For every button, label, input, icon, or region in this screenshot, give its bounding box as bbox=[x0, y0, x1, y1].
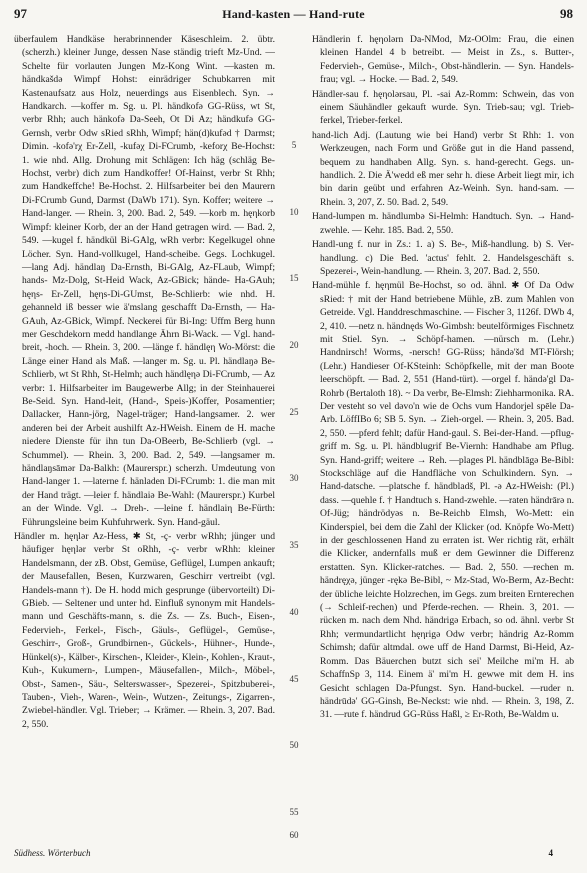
line-number: 50 bbox=[289, 740, 299, 750]
entry-hand-lich: hand-lich Adj. (Lautung wie bei Hand) verbr St Rhh: 1. von Werkzeugen, nach Form und Größe gut in die Hand passend, bequem zu handhaben Allg. Syn. s. hand-gerecht. Gegs. un-handlich. 2. Die Ä'wedd eß mer sehr h. diese Arbeit liegt mir, ich bin darin geübt und erfahren Az-Weinh. Syn. hand-sam. — Rhein. 3, 207, Z. 50. Bad. 2, 549. bbox=[312, 129, 574, 208]
line-number: 30 bbox=[289, 473, 299, 483]
entry-handl-ung: Handl-ung f. nur in Zs.: 1. a) S. Be-, Miß-handlung. b) S. Ver-handlung. c) Die Bed. 'actus' fehlt. 2. Handelsgeschäft s. Spezerei-, Wein-handlung. — Rhein. 3, 207. Bad. 2, 550. bbox=[312, 239, 574, 277]
line-number: 35 bbox=[289, 540, 299, 550]
entry-haendler-sau: Händler-sau f. hęηolərsau, Pl. -sai Az-Romm: Schwein, das von einem Säuhändler gekauft wurde. Syn. Trieb-sau; vgl. Trieb-ferkel, Trieber-ferkel. bbox=[312, 88, 574, 127]
entry-hand-muehle-block: Hand-mühle f. hęηmül Be-Hochst, so od. ähnl. ✱ Of Da Odw sRied: † mit der Hand betriebene Mühle, zB. zum Mahlen von Getreide. Vgl. Handdreschmaschine. — Fischer 3, 1126f. DWb 4, 2, 410. —netz n. händnęds Wo-Gimbsh: beutelförmiges Fischnetz mit Stiel. Syn. → Schöpf-hamen. —nürsch m. (Lehr.) Handnirsch! Worms, -nersch! GG-Rüss; händə'šd MT-Flörsh; (Lehr.) Handieser Of-KSteinh: Schöpfkelle, mit der man Boote leerschöpft. — Bad. 2, 551 (Hand-türt). —orgel f. händə'gl Da-Rohrb (Bertaloth 18). ~ Da verbr, Be-Elmsh: Ziehharmonika. RA. Der vesteht so vel dəvo'n wie de Ochs vum Handorjel spēle Da-Arb. LöffIBo 6; SB 5. Syn. → Zieh-orgel. — Rhein. 3, 205. Bad. 2, 550. —pferd fehlt; dafür Hand-gaul. S. Bei-der-Hand. —pflug-griff m. Sg. u. Pl. händblugrif Be-Viernh: Handhabe am Pflug. Syn. Hand-griff; weitere → Reh. —plages Pl. händblāgə Be-Bibl: Stockschläge auf die Handfläche von Schulkindern. Syn. → Hand-datsche. —platsche f. händbladš, Pl. -ə Az-HWeish: (Pl.) dass. —quehle f. † Handtuch s. Hand-zwehle. —raten händrārə n. Of-Jüg; händrödyəs n. Be-Reichb Elmsh, Wo-Mett: ein Kinderspiel, bei dem die Zahl der Klicker (od. Knöpfe Wo-Mett) in der geschlossenen Hand zu erraten ist. Wer richtig rät, erhält die Klicker, andernfalls muß er dem Gewinner die Differenz erstatten. Syn. Klicker-ratches. — Bad. 2, 550. —rechen m. händręχə, jünger -rękə Be-Bibl, ~ Mz-Stad, Wo-Berm, Az-Becht: der übliche leichte Holzrechen, im Gegs. zum breiten Ernterechen (→ Schleif-rechen) und Pferde-rechen. — Rhein. 3, 201. —rücken m. nach dem Nhd. händrigə Erbach, so od. ähnl. verbr St Rhh; vermundartlicht hęηrigə Odw verbr; händrig Az-Romm Schimsh; dafür altmdal. owe uff de Hand Darmst, Bi-Heid, Az-Romm. Das Bäuerchen butzt sich sei' Meilche mi'm H. ab SchaffnSp 3, 114. Einem ä' mi'm H. gewwe mit dem H. ins Gesicht schlagen Da-Pfungst. Syn. Hand-buckel. —ruder n. händrūdə' GG-Ginsh, Be-Neckst: wie nhd. — Rhein. 3, 198, Z. 31. —rute f. händrud GG-Rüss Haßl, ≥ Er-Roth, Be-Waldm u. bbox=[312, 280, 574, 721]
entry-haendler: Händler m. hęηlər Az-Hess, ✱ St, -ç- verbr wRhh; jünger und häufiger hęηlər verbr St oRhh, -ç- verbr wRhh: kleiner Handelsmann, der zB. Obst, Gemüse, Geflügel, Lumpen ankauft; der Mausefallen, Besen, Kurzwaren, Geschirr vertreibt (vgl. Handels-mann †). De H. hodd mich gesprunge (übervorteilt) Di-GBieb. — Seltener und unter hd. Einfluß synonym mit Handels-mann und Geschäfts-mann, s. die Zs. — Zs. Buch-, Eisen-, Federvieh-, Ferkel-, Fisch-, Gäuls-, Geflügel-, Gemüse-, Geschirr-, Groß-, Grundbirnen-, Gückels-, Hühner-, Hunde-, Hünkel(s)-, Kälber-, Kirschen-, Kleider-, Klein-, Kohlen-, Kraut-, Kuh-, Kukumern-, Lumpen-, Mäusefallen-, Milch-, Möbel-, Obst-, Samen-, Säu-, Selterswasser-, Spezerei-, Spitzbuberei-, Tauben-, Vieh-, Waren-, Wein-, Wutzen-, Zeitungs-, Zigarren-, Zwiebel-händler. Vgl. Trieber; → Krämer. — Rhein. 3, 207. Bad. 2, 550. bbox=[14, 531, 275, 730]
left-column bbox=[14, 32, 275, 844]
line-number: 25 bbox=[289, 407, 299, 417]
page-header bbox=[14, 6, 573, 24]
page-number-right: 98 bbox=[560, 6, 573, 21]
line-number: 55 bbox=[289, 807, 299, 817]
line-number: 5 bbox=[291, 140, 297, 150]
running-head-title: Hand-kasten — Hand-rute bbox=[222, 7, 365, 21]
page-footer bbox=[14, 848, 573, 864]
page-number-left: 97 bbox=[14, 6, 27, 21]
line-number: 40 bbox=[289, 607, 299, 617]
entry-haendlerin: Händlerin f. hęηolərn Da-NMod, Mz-OOlm: Frau, die einen kleinen Handel 4 b betreibt. — Meist in Zs., s. Butter-, Federvieh-, Gemüse-, Milch-, Obst-händlerin. — Syn. Handels-frau; vgl. → Hocke. — Bad. 2, 549. bbox=[312, 34, 574, 86]
line-number: 45 bbox=[289, 674, 299, 684]
line-number: 15 bbox=[289, 273, 299, 283]
right-column bbox=[312, 32, 574, 722]
entry-hand-lumpen: Hand-lumpen m. händlumbə Si-Helmh: Handtuch. Syn. → Hand-zwehle. — Kehr. 185. Bad. 2, 550. bbox=[312, 211, 574, 236]
sheet-number: 4 bbox=[548, 848, 553, 858]
printer-signature: Südhess. Wörterbuch bbox=[14, 848, 91, 858]
line-number: 10 bbox=[289, 207, 299, 217]
entry-hand-kasten-block: überfaulem Handkäse herabrinnender Käseschleim. 2. übtr. (scherzh.) kleiner Junge, dessen Nase ständig trieft Mz-Und. — Schelte für vorlauten Jungen Mz-Kong Wint. —kasten m. händkašdə Wimpf Hohst: einrädriger Schubkarren mit Kastenaufsatz aus Holz, neuerdings aus Eisenblech. Syn. → Handkarch. —koffer m. Sg. u. Pl. händkofə GG-Rüss, wt St, verbr Rhh; auch hänkofə Da-Seeh, Ot Di Az; händkufə GG-Gernsh, verbr Odw sRied sRhh, Wimpf; hän(d)kufəd † Darmst; Dimin. -kofə'rχ Er-Zell, -kufəχ Di-FCrumb, -keforχ Be-Hochst: 1. wie nhd. Allg. Drohung mit Schlägen: Ich häg (schläg Be-Hochst, verbr) dich zum Handkoffer! Of-Hainst, verbr St Rhh; zum Handkeffche! Be-Hochst. 2. Hilfsarbeiter bei den Maurern Di-FCrumb Gund, Darmst (DaWb 171). Syn. Koffer; weitere → Hand-langer. — Rhein. 3, 200. Bad. 2, 549. —korb m. hęηkorb Wimpf: kleiner Korb, der an der Hand getragen wird. — Bad. 2, 549. —kugel f. händkül Bi-GAlg, wRh verbr: Kegelkugel ohne Löcher. Syn. Hand-vollkugel, Hand-scheibe. Gegs. Lochkugel. —lang Adj. händlaŋ Da-Ernsth, Bi-GAlg, Az-FLaub, Wimpf; hands- Mz-Dolg, St-Heid Wack, Az-GBick; hände- Ha-GAuh; hęηs- Er-Zell, hęηs-Di-GUmst, Be-Schlierb: wie nhd. H. gehanneld iß besser wie ä'mslang geschafft Da-Ernsth, — Ha-GAuh, Az-GBick, Wimpf. Neckerei für Bi-Ing: Uffm Berg hunn mer Geschdekorn medd handlange Ährn Bi-Wack. — Vgl. hand-breit, -hoch. — Rhein. 3, 200. —länge f. händlęη Wo-Mörst: die Länge einer Hand als Maß. —langer m. Sg. u. Pl. händlaŋə Be-Schlierb, wt St Rhh, St-Helmh; auch händlęηə Di-FCrumb, — Az verbr: 1. Hilfsarbeiter im Baugewerbe Allg; in der Steinhauerei Be-Seid. Syn. Hand-leit, (Hand-, Speis-)Koffer, Posamentier; Dallacker, Hann-jörg, Nagel-träger; Hand-langsamer. 2. wer anderen bei der Arbeit aushilft Az-HWeish. Einem de H. mache niedere Dienste für ihn tun Da-OBeerb, Be-Schlierb (vgl. → Schummel). — Rhein. 3, 200. Bad. 2, 549. —langsamer m. händlaŋsāmər Da-Balkh: (Maurerspr.) scherzh. Umdeutung von Hand-langer 1. —laterne f. hänladen Di-FCrumb: 1. die man mit der Hand trägt. —leier f. händlaiə Be-Wahl: (Maurerspr.) Kurbel an der Winde. Vgl. → Dreh-. —leine f. händlaiη Be-Fürth: Führungsleine beim Kuhfuhrwerk. Syn. Hand-gäul. bbox=[14, 34, 275, 528]
line-number-gutter bbox=[283, 32, 305, 844]
line-number: 20 bbox=[289, 340, 299, 350]
line-number: 60 bbox=[289, 830, 299, 840]
